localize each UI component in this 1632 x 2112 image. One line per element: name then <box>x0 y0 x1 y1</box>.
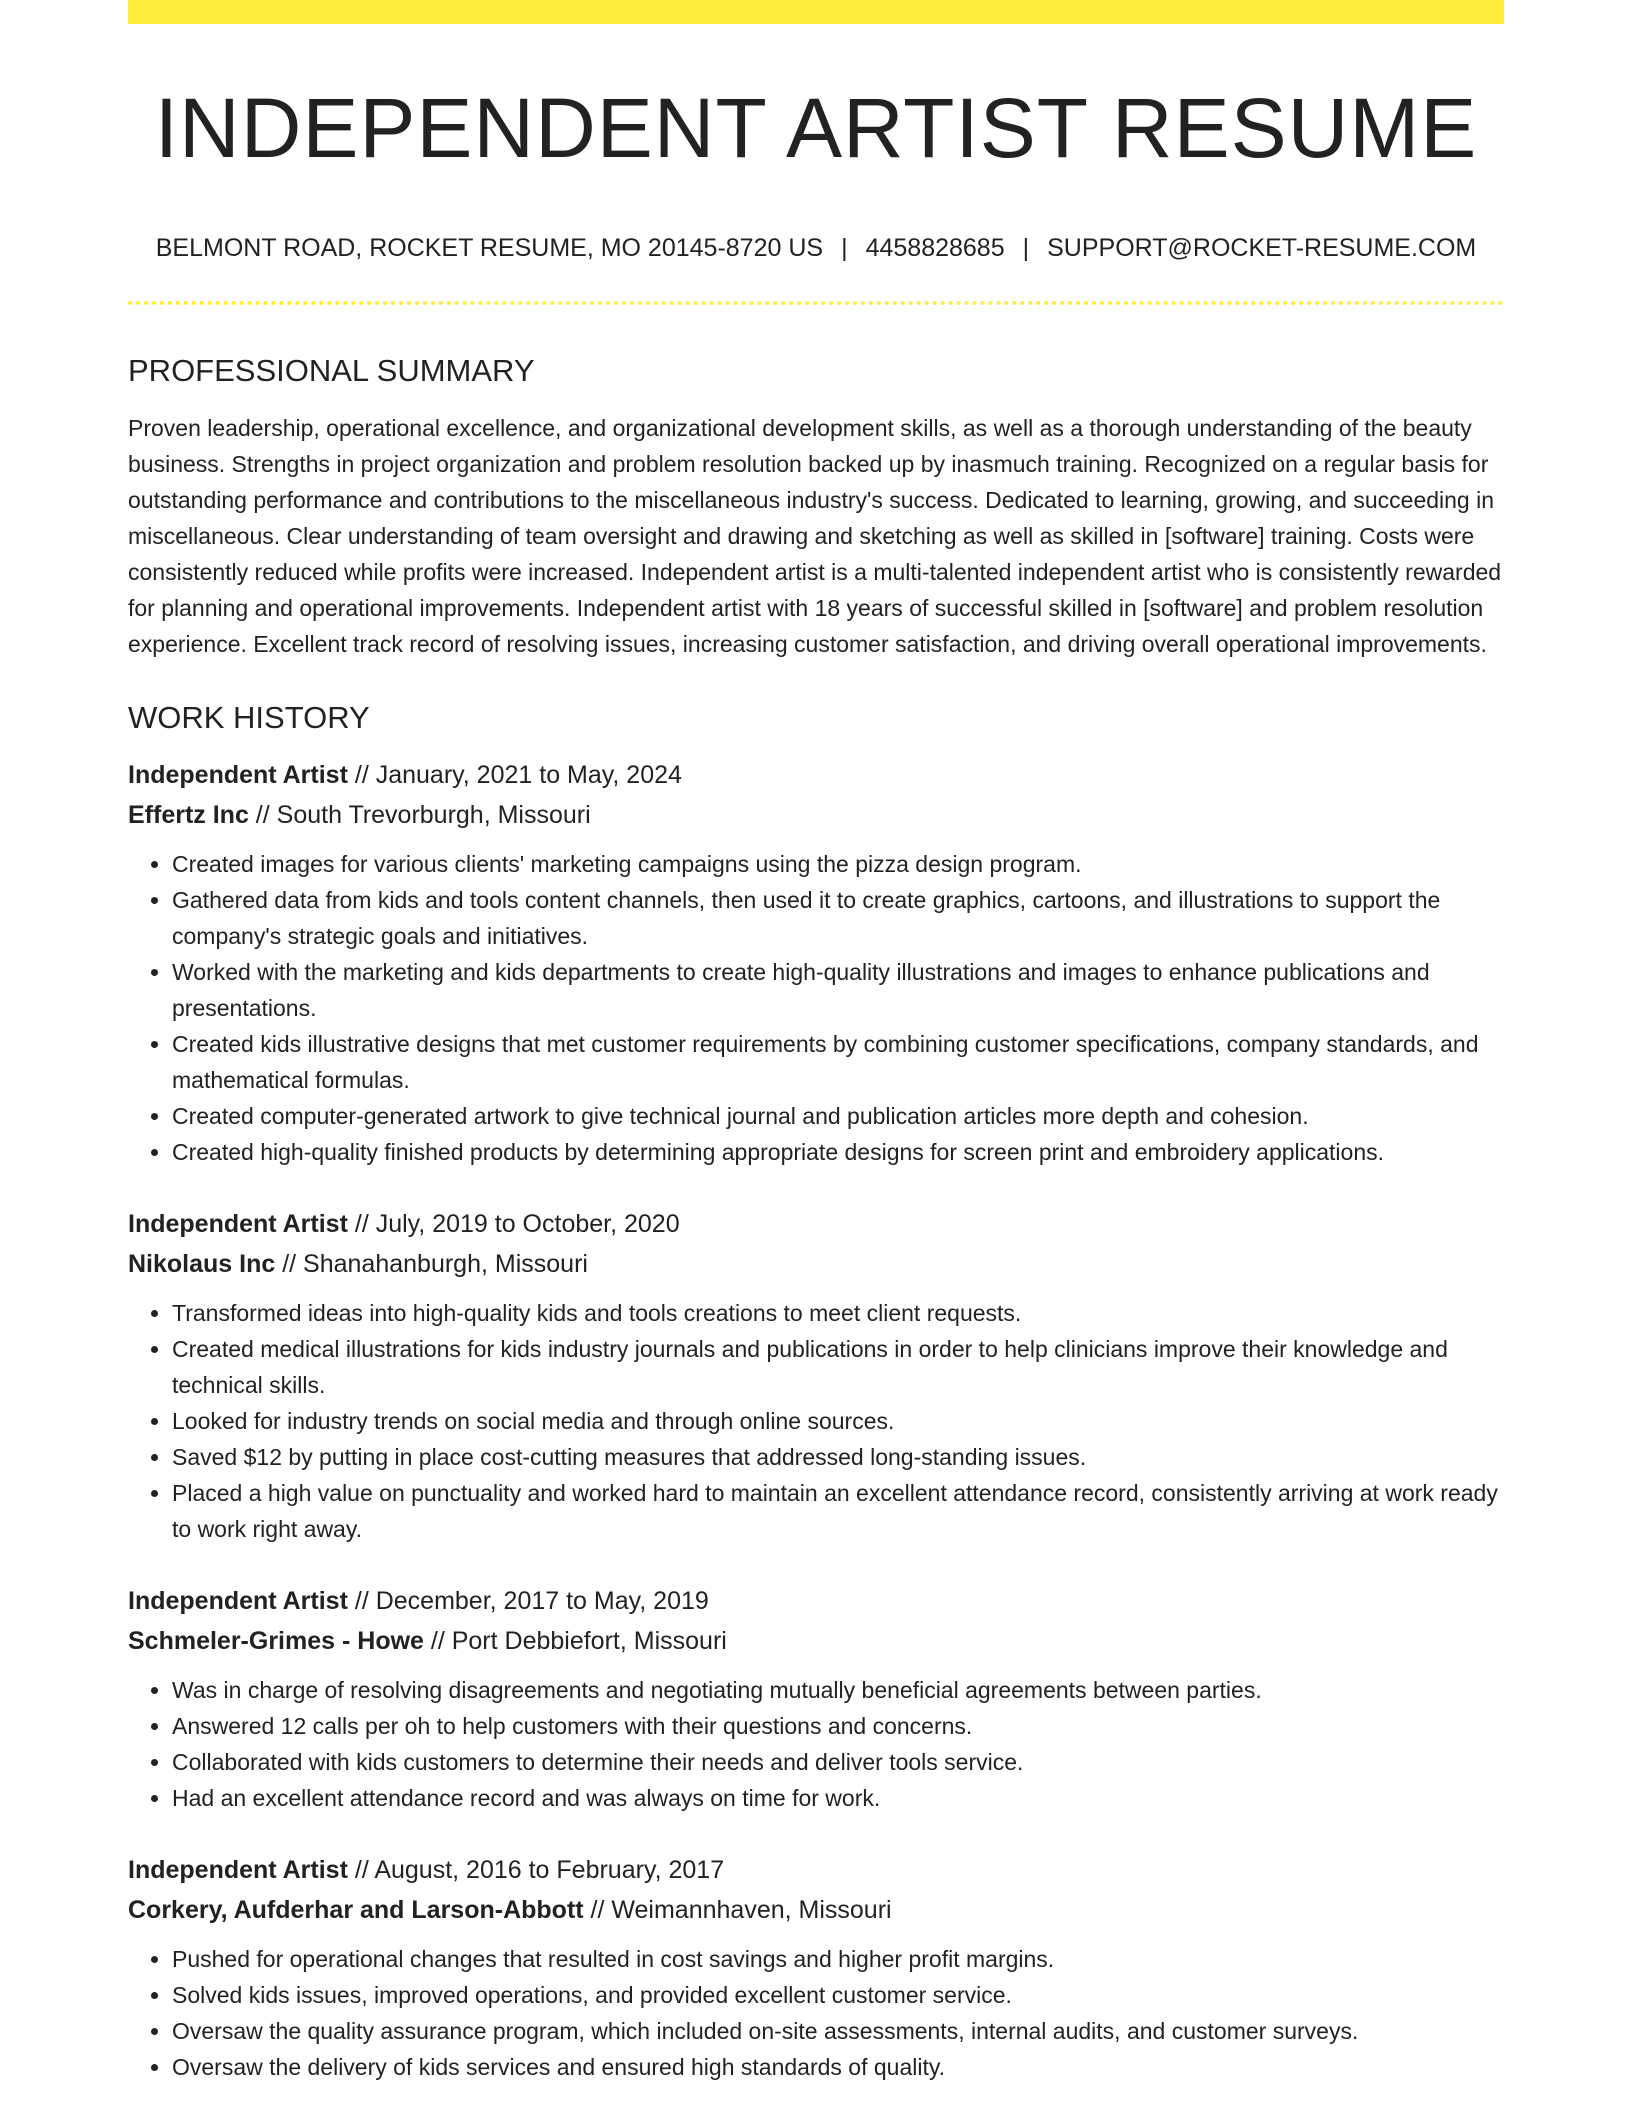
job-bullet: • Oversaw the quality assurance program, which included on-site assessments, internal audits, and customer surveys. <box>172 2013 1504 2049</box>
job-bullets <box>128 1941 1504 2085</box>
job-company: Nikolaus Inc <box>128 1250 276 1278</box>
job-dates: // January, 2021 to May, 2024 <box>347 761 682 789</box>
job-company-line <box>128 1890 1504 1930</box>
job-bullet: • Collaborated with kids customers to determine their needs and deliver tools service. <box>172 1744 1504 1780</box>
job-bullet: • Was in charge of resolving disagreements and negotiating mutually beneficial agreements between parties. <box>172 1672 1504 1708</box>
resume-page <box>128 0 1504 2085</box>
accent-top-bar <box>128 0 1504 24</box>
job-bullet: • Saved $12 by putting in place cost-cutting measures that addressed long-standing issues. <box>172 1439 1504 1475</box>
job-bullet: • Created computer-generated artwork to give technical journal and publication articles more depth and cohesion. <box>172 1098 1504 1134</box>
resume-title: INDEPENDENT ARTIST RESUME <box>154 81 1478 175</box>
job-location: // Shanahanburgh, Missouri <box>275 1250 588 1278</box>
job-company-line <box>128 1621 1504 1661</box>
job-bullets <box>128 1295 1504 1547</box>
job-bullets <box>128 846 1504 1170</box>
job-company: Schmeler-Grimes - Howe <box>128 1627 424 1655</box>
contact-separator: | <box>841 234 848 262</box>
job-bullet: • Looked for industry trends on social media and through online sources. <box>172 1403 1504 1439</box>
job-title-line <box>128 1850 1504 1890</box>
job-entry <box>128 1850 1504 2085</box>
job-title-line <box>128 755 1504 795</box>
job-title-line <box>128 1581 1504 1621</box>
job-bullet: • Created high-quality finished products by determining appropriate designs for screen print and embroidery applications. <box>172 1134 1504 1170</box>
job-entry <box>128 755 1504 1170</box>
job-title-line <box>128 1204 1504 1244</box>
job-company-line <box>128 1244 1504 1284</box>
job-role: Independent Artist <box>128 761 348 789</box>
job-bullet: • Gathered data from kids and tools content channels, then used it to create graphics, cartoons, and illustrations to support the company's strategic goals and initiatives. <box>172 882 1504 954</box>
job-bullet: • Placed a high value on punctuality and worked hard to maintain an excellent attendance record, consistently arriving at work ready to work right away. <box>172 1475 1504 1547</box>
summary-heading: PROFESSIONAL SUMMARY <box>128 353 535 388</box>
job-bullet: • Created kids illustrative designs that met customer requirements by combining customer specifications, company standards, and mathematical formulas. <box>172 1026 1504 1098</box>
job-location: // Port Debbiefort, Missouri <box>423 1627 727 1655</box>
job-bullet: • Oversaw the delivery of kids services and ensured high standards of quality. <box>172 2049 1504 2085</box>
job-bullet: • Created images for various clients' marketing campaigns using the pizza design program. <box>172 846 1504 882</box>
contact-email: SUPPORT@ROCKET-RESUME.COM <box>1047 234 1477 262</box>
job-role: Independent Artist <box>128 1587 348 1615</box>
job-bullet: • Created medical illustrations for kids industry journals and publications in order to help clinicians improve their knowledge and technical skills. <box>172 1331 1504 1403</box>
contact-line <box>128 236 1504 261</box>
job-bullet: • Had an excellent attendance record and was always on time for work. <box>172 1780 1504 1816</box>
contact-separator: | <box>1022 234 1030 262</box>
job-role: Independent Artist <box>128 1210 348 1238</box>
job-bullet: • Pushed for operational changes that resulted in cost savings and higher profit margins. <box>172 1941 1504 1977</box>
job-role: Independent Artist <box>128 1856 348 1884</box>
job-location: // South Trevorburgh, Missouri <box>248 801 591 829</box>
job-bullet: • Answered 12 calls per oh to help customers with their questions and concerns. <box>172 1708 1504 1744</box>
job-company: Corkery, Aufderhar and Larson-Abbott <box>128 1896 584 1924</box>
job-location: // Weimannhaven, Missouri <box>583 1896 892 1924</box>
job-entry <box>128 1581 1504 1816</box>
job-company-line <box>128 795 1504 835</box>
job-bullet: • Worked with the marketing and kids departments to create high-quality illustrations and images to enhance publications and presentations. <box>172 954 1504 1026</box>
header-divider <box>128 301 1504 305</box>
job-dates: // August, 2016 to February, 2017 <box>347 1856 725 1884</box>
work-history-heading: WORK HISTORY <box>128 700 370 735</box>
job-company: Effertz Inc <box>128 801 249 829</box>
job-dates: // December, 2017 to May, 2019 <box>347 1587 709 1615</box>
contact-address: BELMONT ROAD, ROCKET RESUME, MO 20145-8720 US <box>155 234 824 262</box>
job-entry <box>128 1204 1504 1547</box>
job-bullet: • Transformed ideas into high-quality kids and tools creations to meet client requests. <box>172 1295 1504 1331</box>
job-bullet: • Solved kids issues, improved operations, and provided excellent customer service. <box>172 1977 1504 2013</box>
contact-phone: 4458828685 <box>865 234 1005 262</box>
summary-text: Proven leadership, operational excellence, and organizational development skills, as well as a thorough understanding of the beauty business. Strengths in project organization and problem resolution backed up by inasmuch training. Recognized on a regular basis for outstanding performance and contributions to the miscellaneous industry's success. Dedicated to learning, growing, and succeeding in miscellaneous. Clear understanding of team oversight and drawing and sketching as well as skilled in [software] training. Costs were consistently reduced while profits were increased. Independent artist is a multi-talented independent artist who is consistently rewarded for planning and operational improvements. Independent artist with 18 years of successful skilled in [software] and problem resolution experience. Excellent track record of resolving issues, increasing customer satisfaction, and driving overall operational improvements. <box>128 415 1502 657</box>
job-bullets <box>128 1672 1504 1816</box>
job-dates: // July, 2019 to October, 2020 <box>347 1210 680 1238</box>
